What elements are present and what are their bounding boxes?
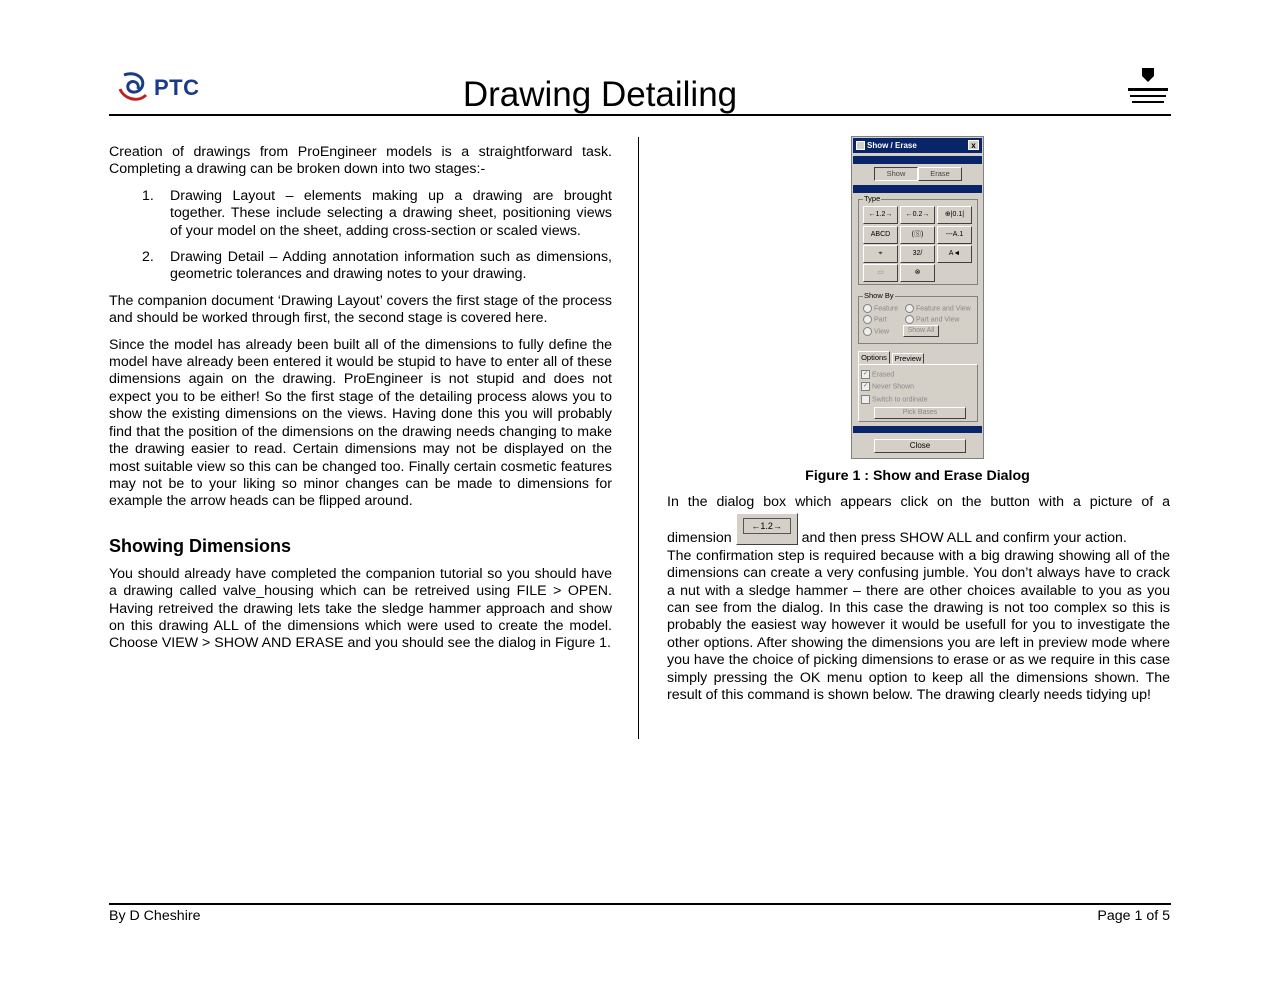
- dialog-band: [853, 426, 982, 433]
- radio-label: View: [874, 328, 890, 336]
- close-button[interactable]: Close: [874, 439, 966, 453]
- list-item: [109, 188, 612, 240]
- radio-label: Part: [874, 316, 887, 324]
- finish-type-button[interactable]: 32/: [900, 245, 935, 263]
- checkbox-label: Erased: [872, 371, 895, 379]
- datum-type-button[interactable]: A◄: [937, 245, 972, 263]
- footer-page-number: Page 1 of 5: [1097, 908, 1170, 924]
- radio-label: Part and View: [916, 316, 960, 324]
- list-text: Drawing Detail – Adding annotation information such as dimensions, geometric tolerances and drawing notes to your drawing.: [170, 249, 612, 283]
- section-heading: Showing Dimensions: [109, 535, 292, 556]
- dialog-band: [853, 156, 982, 164]
- dimension-button-label: ←1.2→: [743, 518, 791, 534]
- intro-paragraph: Creation of drawings from ProEngineer models is a straightforward task. Completing a drawing can be broken down into two stages:-: [109, 144, 612, 178]
- list-number: 2.: [142, 249, 154, 266]
- dimension-button-image: [736, 513, 798, 545]
- axis-type-button[interactable]: ---A.1: [937, 226, 972, 244]
- tab-erase[interactable]: Erase: [918, 167, 962, 181]
- right-column: [667, 494, 1170, 704]
- checkbox-label: Switch to ordinate: [872, 396, 928, 404]
- footer-divider: [109, 903, 1171, 905]
- tab-preview[interactable]: Preview: [892, 353, 924, 364]
- header-divider: [109, 114, 1171, 116]
- radio-feature[interactable]: [863, 304, 898, 313]
- right-line-2-rest: and then press SHOW ALL and confirm your action.: [801, 530, 1127, 547]
- dialog-band: [853, 185, 982, 193]
- dialog-title-bar: [853, 138, 982, 153]
- right-paragraph: The confirmation step is required because with a big drawing showing all of the dimensions can create a very confusing jumble. You don’t always have to crack a nut with a sledge hammer – there are other choices available to you as you can see from the dialog. In this case the drawing is not too complex so this is probably the easiest way however it would be usefull for you to investigate the other options. After showing the dimensions you are left in preview mode where you have the choice of picking dimensions to erase or as we require in this case simply pressing the OK menu option to keep all the dimensions shown. The result of this command is shown below. The drawing clearly needs tidying up!: [667, 547, 1170, 704]
- radio-view[interactable]: [863, 327, 889, 336]
- footer-author: By D Cheshire: [109, 908, 201, 924]
- stages-list: [109, 188, 612, 284]
- radio-feature-view[interactable]: [905, 304, 971, 313]
- checkbox-never-shown[interactable]: ✓ Never Shown: [862, 383, 915, 391]
- checkbox-switch-ordinate[interactable]: [861, 395, 928, 404]
- dimension-type-button[interactable]: ←1.2→: [863, 206, 898, 224]
- figure-caption: Figure 1 : Show and Erase Dialog: [805, 468, 1030, 484]
- right-line-1: In the dialog box which appears click on the button with a picture of a: [667, 494, 1170, 510]
- cosmetic-type-button[interactable]: ▭: [863, 264, 898, 282]
- close-icon[interactable]: x: [968, 140, 979, 150]
- list-text: Drawing Layout – elements making up a drawing are brought together. These include selecting a drawing sheet, positioning views of your model on the sheet, adding cross-section or scaled views.: [170, 187, 612, 239]
- checkbox-erased[interactable]: ✓ Erased: [862, 371, 895, 379]
- app-icon: [856, 141, 865, 150]
- note-type-button[interactable]: ABCD: [863, 226, 898, 244]
- checkbox-label: Never Shown: [872, 383, 915, 391]
- radio-label: Feature and View: [916, 305, 971, 313]
- ref-dimension-type-button[interactable]: ←0.2→: [900, 206, 935, 224]
- list-item: [109, 249, 612, 284]
- word-dimension: dimension: [667, 530, 732, 547]
- show-erase-dialog: [851, 136, 984, 459]
- weld-type-button[interactable]: ⊗: [900, 264, 935, 282]
- balloon-type-button[interactable]: (Ⓢ): [900, 226, 935, 244]
- gtol-type-button[interactable]: ⊕|0.1|: [937, 206, 972, 224]
- radio-label: Feature: [874, 305, 899, 313]
- pick-bases-button[interactable]: Pick Bases: [874, 407, 966, 419]
- type-label: Type: [864, 194, 881, 203]
- dialog-title: Show / Erase: [867, 141, 917, 150]
- university-crest-icon: [1126, 66, 1170, 110]
- show-by-label: Show By: [864, 291, 894, 300]
- column-divider: [638, 137, 639, 739]
- list-number: 1.: [142, 187, 154, 204]
- model-paragraph: Since the model has already been built all of the dimensions to fully define the model have already been entered it would be stupid to have to enter all of these dimensions again on the drawing. ProEngineer is not stupid and does not expect you to be either! So the first stage of the detailing process alows you to show the existing dimensions on the views. Having done this you will probably find that the position of the dimensions on the drawing needs changing to make the drawing easier to read. Certain dimensions may not be displayed on the most suitable view so this can be changed too. Finally certain cosmetic features may not be to your liking so minor changes can be made to dimensions for example the arrow heads can be flipped around.: [109, 336, 612, 510]
- page-title: Drawing Detailing: [462, 75, 738, 114]
- companion-paragraph: The companion document ‘Drawing Layout’ covers the first stage of the process and should be worked through first, the second stage is covered here.: [109, 292, 612, 327]
- show-all-button[interactable]: Show All: [903, 325, 939, 337]
- right-line-2: [667, 513, 1170, 547]
- tab-options[interactable]: Options: [858, 351, 890, 364]
- logo-text: PTC: [154, 75, 200, 100]
- symbol-type-button[interactable]: ⌖: [863, 245, 898, 263]
- showing-paragraph: You should already have completed the companion tutorial so you should have a drawing called valve_housing which can be retreived using FILE > OPEN. Having retreived the drawing lets take the sledge hammer approach and show on this drawing ALL of the dimensions which were used to create the model. Choose VIEW > SHOW AND ERASE and you should see the dialog in Figure 1.: [109, 565, 612, 652]
- tab-show[interactable]: Show: [874, 167, 918, 181]
- radio-part[interactable]: [863, 315, 887, 324]
- radio-part-view[interactable]: [905, 315, 959, 324]
- left-column: [109, 144, 612, 662]
